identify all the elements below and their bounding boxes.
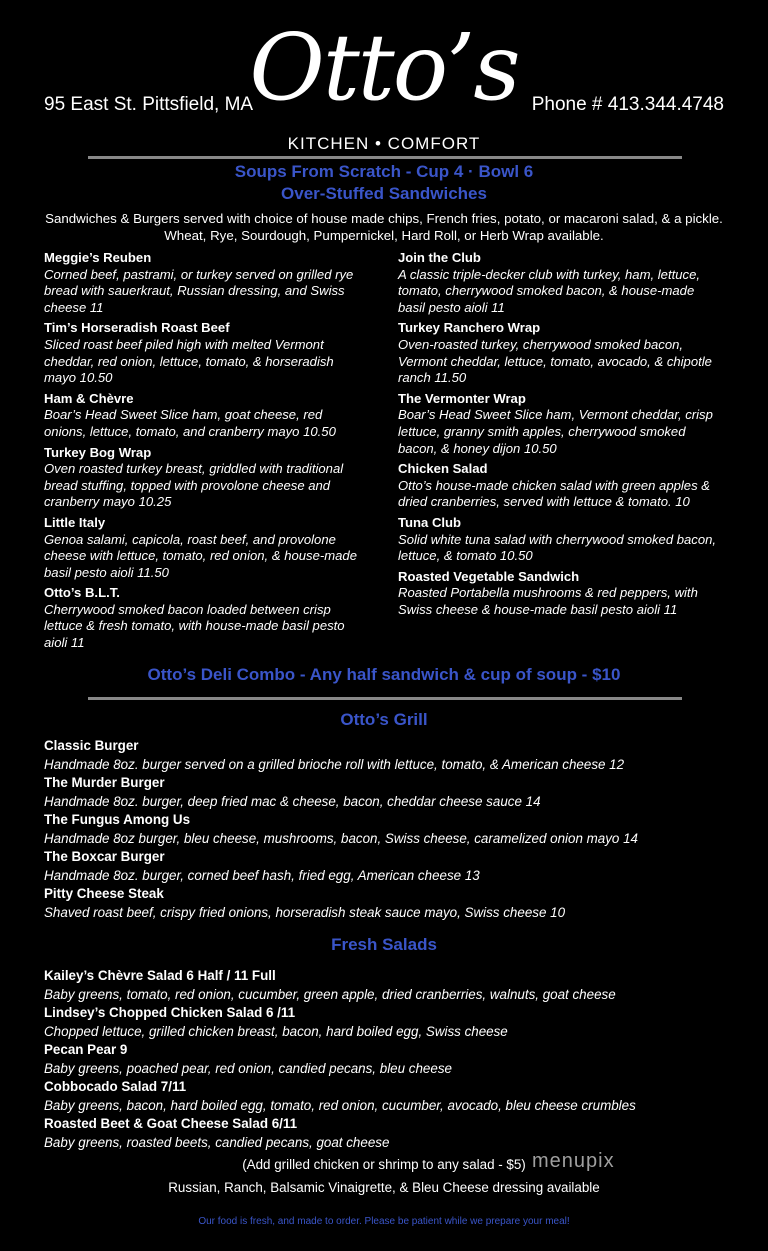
item-description: Roasted Portabella mushrooms & red peppers, with Swiss cheese & house-made basil pesto aioli 11 — [398, 585, 698, 617]
item-name: Ham & Chèvre — [44, 390, 134, 406]
watermark: menupix — [532, 1150, 615, 1172]
item-description: Boar’s Head Sweet Slice ham, goat cheese, red onions, lettuce, tomato, and cranberry mayo 10.50 — [44, 407, 336, 439]
item-name: Tim’s Horseradish Roast Beef — [44, 320, 230, 336]
menu-item — [44, 1004, 744, 1041]
item-name: Tuna Club — [398, 514, 462, 530]
item-description: Handmade 8oz. burger, corned beef hash, fried egg, American cheese 13 — [44, 867, 480, 883]
salads-list — [44, 967, 744, 1152]
footer-note: Our food is fresh, and made to order. Please be patient while we prepare your meal! — [198, 1216, 570, 1227]
item-description: Chopped lettuce, grilled chicken breast, bacon, hard boiled egg, Swiss cheese — [44, 1023, 508, 1039]
item-name: Classic Burger — [44, 738, 139, 753]
menu-item — [398, 461, 718, 511]
sandwiches-intro: Sandwiches & Burgers served with choice of house made chips, French fries, potato, or macaroni salad, & a pickle. Wheat, Rye, Sourdough, Pumpernickel, Hard Roll, or Herb Wrap available. — [45, 211, 723, 243]
menu-item — [44, 445, 364, 511]
item-description: Sliced roast beef piled high with melted Vermont cheddar, red onion, lettuce, tomato, & horseradish mayo 10.50 — [44, 336, 334, 386]
menu-item — [44, 967, 744, 1004]
soups-heading: Soups From Scratch - Cup 4 · Bowl 6 — [234, 162, 534, 181]
item-description: Otto’s house-made chicken salad with green apples & dried cranberries, served with lettuce & tomato. 10 — [398, 477, 711, 510]
menu-item — [44, 585, 364, 651]
salads-heading: Fresh Salads — [331, 935, 437, 954]
menu-item — [44, 811, 744, 848]
item-name: Turkey Ranchero Wrap — [398, 320, 541, 336]
menu-item — [44, 737, 744, 774]
dressings-note: Russian, Ranch, Balsamic Vinaigrette, & Bleu Cheese dressing available — [168, 1180, 600, 1195]
menu-item — [44, 320, 364, 386]
menu-item — [44, 1041, 744, 1078]
item-name: Cobbocado Salad 7/11 — [44, 1079, 187, 1094]
grill-list — [44, 737, 744, 922]
menu-item — [44, 1078, 744, 1115]
address: 95 East St. Pittsfield, MA — [44, 94, 254, 115]
item-name: Meggie’s Reuben — [44, 250, 152, 265]
item-description: Handmade 8oz. burger, deep fried mac & cheese, bacon, cheddar cheese sauce 14 — [44, 793, 541, 809]
item-name: The Fungus Among Us — [44, 812, 191, 827]
menu-item — [44, 250, 364, 316]
item-description: Solid white tuna salad with cherrywood smoked bacon, lettuce, & tomato 10.50 — [398, 531, 717, 564]
menu-item — [44, 848, 744, 885]
menu-item — [44, 774, 744, 811]
menu-item — [398, 391, 718, 457]
tagline: KITCHEN • COMFORT — [287, 134, 481, 153]
phone-number: Phone # 413.344.4748 — [531, 94, 724, 115]
item-name: Pecan Pear 9 — [44, 1042, 128, 1057]
item-description: Cherrywood smoked bacon loaded between crisp lettuce & fresh tomato, with house-made basil pesto aioli 11 — [44, 601, 345, 651]
item-description: Handmade 8oz burger, bleu cheese, mushrooms, bacon, Swiss cheese, caramelized onion mayo 14 — [44, 830, 638, 846]
menu-item — [44, 1115, 744, 1152]
item-name: The Boxcar Burger — [44, 849, 165, 864]
divider — [88, 697, 682, 700]
menu-item — [44, 515, 364, 581]
menu-item — [398, 569, 718, 619]
restaurant-logo: Otto’s — [249, 14, 519, 121]
deli-combo-heading: Otto’s Deli Combo - Any half sandwich & cup of soup - $10 — [147, 665, 621, 684]
menu-item — [44, 885, 744, 922]
divider — [88, 156, 682, 159]
item-description: Baby greens, poached pear, red onion, candied pecans, bleu cheese — [44, 1060, 452, 1076]
item-name: Little Italy — [44, 514, 106, 530]
item-description: Baby greens, roasted beets, candied pecans, goat cheese — [44, 1134, 390, 1150]
sandwich-column-left — [44, 250, 364, 656]
item-name: Roasted Beet & Goat Cheese Salad 6/11 — [44, 1116, 298, 1131]
item-description: Oven roasted turkey breast, griddled with traditional bread stuffing, topped with provolone cheese and cranberry mayo 10.25 — [44, 461, 344, 510]
item-description: Shaved roast beef, crispy fried onions, horseradish steak sauce mayo, Swiss cheese 10 — [44, 904, 566, 920]
item-name: Join the Club — [398, 250, 481, 265]
item-description: Baby greens, bacon, hard boiled egg, tomato, red onion, cucumber, avocado, bleu cheese crumbles — [44, 1097, 636, 1113]
sandwich-column-right — [398, 250, 718, 622]
item-name: Roasted Vegetable Sandwich — [398, 568, 580, 584]
item-name: Lindsey’s Chopped Chicken Salad 6 /11 — [44, 1005, 296, 1020]
salad-addon-note: (Add grilled chicken or shrimp to any salad - $5) — [242, 1157, 526, 1172]
item-name: Turkey Bog Wrap — [44, 444, 152, 460]
item-name: Pitty Cheese Steak — [44, 886, 164, 901]
item-name: Chicken Salad — [398, 461, 488, 477]
item-description: Oven-roasted turkey, cherrywood smoked bacon, Vermont cheddar, lettuce, tomato, avocado, & chipotle ranch 11.50 — [398, 336, 712, 386]
sandwiches-heading: Over-Stuffed Sandwiches — [281, 184, 487, 203]
menu-item — [44, 391, 364, 441]
menu-item — [398, 515, 718, 565]
item-name: Otto’s B.L.T. — [44, 585, 120, 601]
item-description: Genoa salami, capicola, roast beef, and provolone cheese with lettuce, tomato, red onion, & house-made basil pesto aioli 11.50 — [44, 531, 357, 580]
item-description: Boar’s Head Sweet Slice ham, Vermont cheddar, crisp lettuce, granny smith apples, cherrywood smoked bacon, & honey dijon 10.50 — [398, 407, 713, 456]
item-name: The Murder Burger — [44, 775, 165, 790]
grill-heading: Otto’s Grill — [340, 710, 428, 729]
menu-item — [398, 250, 718, 316]
item-name: The Vermonter Wrap — [398, 390, 526, 406]
item-description: Baby greens, tomato, red onion, cucumber, green apple, dried cranberries, walnuts, goat cheese — [44, 986, 616, 1002]
menu-item — [398, 320, 718, 386]
item-name: Kailey’s Chèvre Salad 6 Half / 11 Full — [44, 968, 276, 983]
item-description: A classic triple-decker club with turkey, ham, lettuce, tomato, cherrywood smoked bacon, & house-made basil pesto aioli 11 — [398, 266, 700, 315]
item-description: Handmade 8oz. burger served on a grilled brioche roll with lettuce, tomato, & American cheese 12 — [44, 756, 625, 772]
item-description: Corned beef, pastrami, or turkey served on grilled rye bread with sauerkraut, Russian dressing, and Swiss cheese 11 — [44, 266, 354, 315]
